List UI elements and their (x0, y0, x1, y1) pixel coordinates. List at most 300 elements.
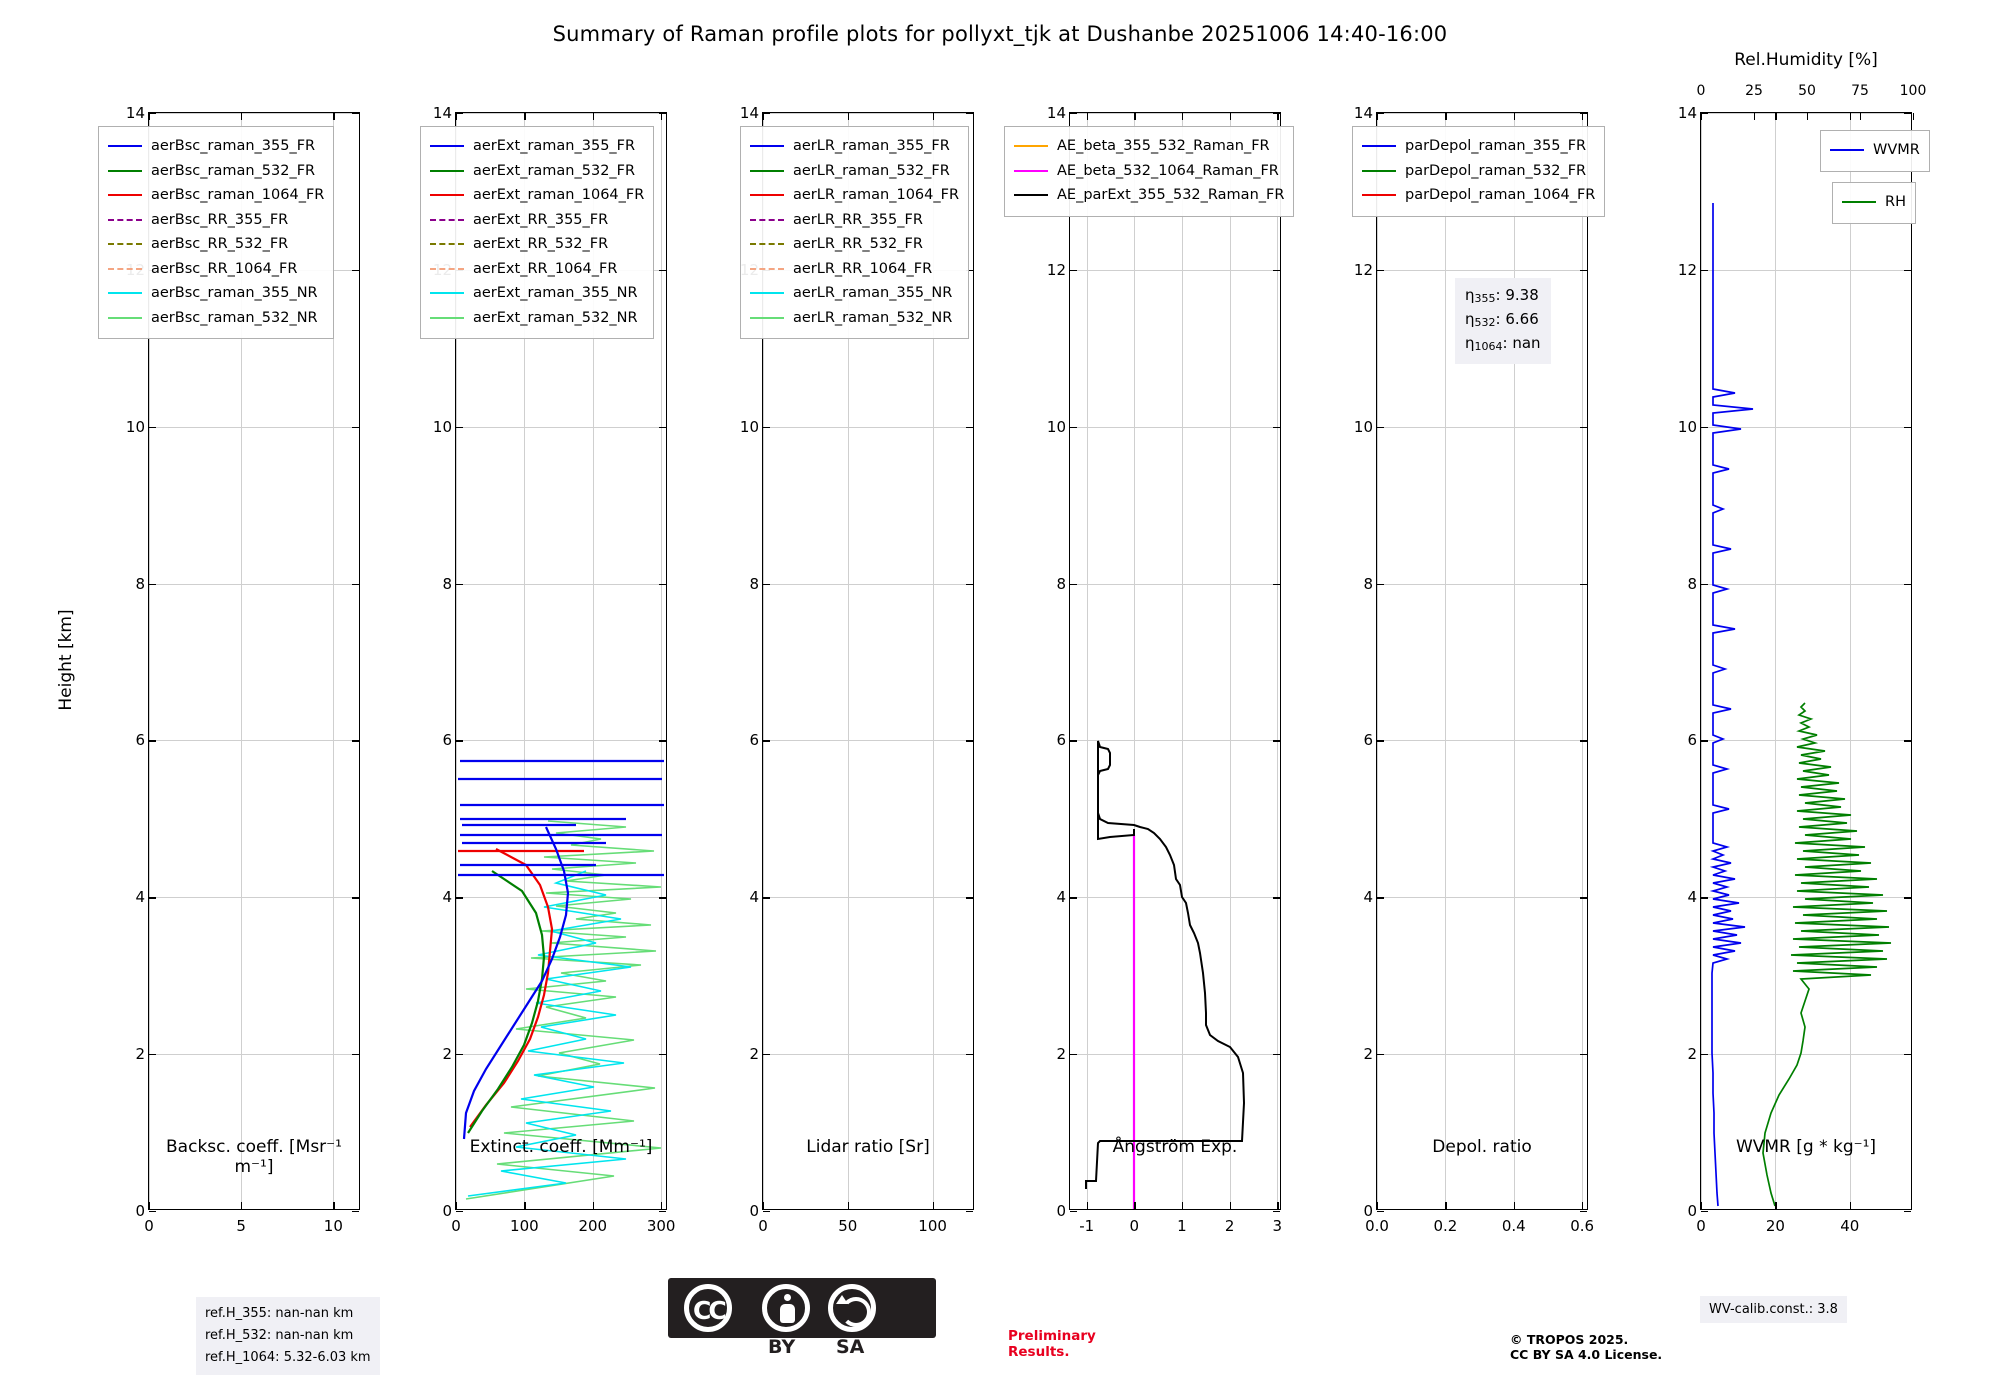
y-tick-mark (659, 1211, 666, 1212)
y-tick-mark (1701, 584, 1708, 585)
cc-icon: CC (684, 1284, 732, 1332)
legend-angstrom[interactable] (1004, 126, 1294, 217)
x-tick-mark (593, 113, 594, 120)
y-tick-label: 10 (432, 417, 452, 436)
legend-label: aerBsc_RR_355_FR (151, 211, 289, 228)
x-axis-label-extinction: Extinct. coeff. [Mm⁻¹] (469, 1137, 653, 1157)
x-tick-mark (456, 1202, 457, 1209)
y-tick-mark (149, 427, 156, 428)
legend-wvmr-item[interactable] (1830, 138, 1920, 163)
legend-line-swatch (430, 243, 464, 245)
cc-by-label: BY (768, 1336, 796, 1358)
x-tick-mark (1582, 1202, 1583, 1209)
legend-label: aerExt_RR_1064_FR (473, 260, 618, 277)
y-tick-mark (1070, 897, 1077, 898)
y-tick-mark (1580, 270, 1587, 271)
x-tick-mark (1850, 1202, 1851, 1209)
y-tick-mark (1904, 270, 1911, 271)
legend-extinction[interactable] (420, 126, 654, 339)
legend-label: aerLR_raman_1064_FR (793, 187, 960, 203)
legend-line-swatch (1842, 201, 1876, 203)
legend-lidar-ratio-item[interactable] (750, 134, 959, 159)
y-tick-mark (1701, 740, 1708, 741)
cc-sa-label: SA (836, 1336, 865, 1358)
legend-label: aerBsc_RR_532_FR (151, 236, 289, 252)
legend-lidar-ratio[interactable] (740, 126, 969, 339)
x-tick-mark (1087, 1202, 1088, 1209)
x-tick-mark (1582, 113, 1583, 120)
legend-line-swatch (108, 170, 142, 172)
legend-label: AE_parExt_355_532_Raman_FR (1057, 187, 1285, 203)
y-tick-mark (966, 427, 973, 428)
y-tick-mark (352, 584, 359, 585)
x-tick-label: 20 (1765, 1217, 1785, 1235)
x-tick-mark (1134, 1202, 1135, 1209)
x-tick-label: 0.4 (1501, 1217, 1526, 1235)
legend-label: aerExt_raman_1064_FR (473, 187, 645, 203)
x-tick-label: 100 (510, 1217, 539, 1235)
legend-backscatter-item[interactable] (108, 208, 324, 233)
y-tick-mark (1904, 740, 1911, 741)
y-tick-mark (1701, 427, 1708, 428)
legend-lidar-ratio-item[interactable] (750, 281, 959, 306)
legend-line-swatch (1362, 194, 1396, 196)
x-tick-mark (1182, 1202, 1183, 1209)
y-tick-label: 0 (1363, 1202, 1373, 1220)
y-tick-mark (1377, 897, 1384, 898)
x-tick-label: 300 (646, 1217, 676, 1235)
legend-lidar-ratio-item[interactable] (750, 208, 959, 233)
y-tick-mark (659, 1054, 666, 1055)
top-x-tick-mark (1807, 113, 1808, 120)
legend-line-swatch (108, 145, 142, 147)
legend-label: aerBsc_raman_532_FR (151, 162, 316, 179)
y-tick-mark (763, 897, 770, 898)
copyright-note (1510, 1332, 1662, 1362)
y-tick-label: 10 (1677, 417, 1697, 436)
y-tick-mark (149, 584, 156, 585)
legend-line-swatch (750, 317, 784, 319)
y-tick-mark (659, 740, 666, 741)
x-tick-mark (1377, 1202, 1378, 1209)
legend-line-swatch (430, 268, 464, 270)
y-tick-label: 12 (1677, 260, 1697, 279)
y-tick-mark (1070, 427, 1077, 428)
y-tick-mark (1273, 897, 1280, 898)
legend-backscatter-item[interactable] (108, 257, 324, 282)
legend-line-swatch (430, 219, 464, 221)
wv-calib-note: WV-calib.const.: 3.8 (1700, 1296, 1847, 1323)
x-tick-mark (524, 1202, 525, 1209)
y-tick-mark (1273, 1211, 1280, 1212)
y-tick-mark (1580, 113, 1587, 114)
x-tick-label: -1 (1079, 1217, 1095, 1235)
y-tick-mark (1377, 270, 1384, 271)
y-tick-mark (149, 897, 156, 898)
x-tick-mark (333, 1202, 334, 1209)
legend-depolarization[interactable] (1352, 126, 1605, 217)
y-tick-mark (966, 113, 973, 114)
y-tick-mark (1701, 270, 1708, 271)
x-tick-label: 0 (758, 1217, 768, 1235)
y-tick-label: 2 (1056, 1045, 1066, 1064)
x-tick-mark (1087, 113, 1088, 120)
legend-label: aerExt_raman_355_FR (473, 138, 636, 154)
by-person-icon (762, 1284, 810, 1332)
panel-depolarization (1353, 104, 1595, 1235)
y-tick-mark (1273, 740, 1280, 741)
x-tick-label: 40 (1840, 1217, 1860, 1235)
legend-rh[interactable] (1832, 182, 1916, 224)
x-tick-label: 2 (1224, 1217, 1235, 1235)
legend-label: aerExt_raman_532_NR (473, 309, 638, 326)
x-tick-mark (1775, 113, 1776, 120)
y-tick-mark (352, 1211, 359, 1212)
x-tick-label: 0 (1696, 1217, 1706, 1235)
y-tick-mark (1904, 113, 1911, 114)
y-tick-label: 4 (442, 888, 452, 907)
legend-line-swatch (1362, 170, 1396, 172)
legend-extinction-item[interactable] (430, 257, 644, 282)
y-tick-mark (352, 427, 359, 428)
top-x-tick-label: 25 (1745, 83, 1763, 99)
legend-angstrom-item[interactable] (1014, 183, 1284, 208)
y-tick-label: 10 (739, 417, 759, 436)
legend-label: aerLR_raman_532_FR (793, 162, 950, 179)
x-tick-label: 1 (1177, 1217, 1187, 1235)
x-tick-label: 0 (451, 1217, 461, 1235)
legend-angstrom-item[interactable] (1014, 159, 1284, 184)
y-tick-mark (659, 427, 666, 428)
y-tick-mark (966, 1054, 973, 1055)
y-tick-mark (1070, 584, 1077, 585)
reference-height-line: ref.H_355: nan-nan km (205, 1306, 354, 1321)
legend-label: AE_beta_355_532_Raman_FR (1057, 138, 1270, 154)
legend-lidar-ratio-item[interactable] (750, 183, 959, 208)
y-tick-mark (456, 427, 463, 428)
legend-label: aerLR_RR_1064_FR (793, 260, 933, 277)
y-tick-label: 10 (1046, 417, 1066, 436)
y-tick-mark (149, 1211, 156, 1212)
x-tick-mark (1134, 113, 1135, 120)
y-tick-mark (456, 584, 463, 585)
y-tick-mark (1273, 1054, 1280, 1055)
depol-eta-annotation (1455, 278, 1551, 364)
top-x-tick-mark (1860, 113, 1861, 120)
y-tick-mark (1701, 1211, 1708, 1212)
x-axis-label-backscatter: Backsc. coeff. [Msr⁻¹ m⁻¹] (166, 1137, 342, 1177)
legend-line-swatch (108, 317, 142, 319)
legend-extinction-item[interactable] (430, 306, 644, 331)
legend-line-swatch (750, 243, 784, 245)
y-tick-mark (763, 1054, 770, 1055)
y-tick-mark (352, 113, 359, 114)
legend-label: RH (1885, 194, 1906, 210)
legend-line-swatch (108, 268, 142, 270)
x-tick-mark (933, 1202, 934, 1209)
copyright-line1: © TROPOS 2025. (1510, 1332, 1629, 1347)
y-tick-label: 0 (442, 1202, 452, 1220)
panel-wvmr-rh (1677, 83, 1927, 1235)
x-tick-label: 10 (323, 1217, 343, 1235)
x-tick-mark (1445, 113, 1446, 120)
y-tick-mark (966, 897, 973, 898)
x-tick-mark (149, 1202, 150, 1209)
top-x-tick-mark (1913, 113, 1914, 120)
legend-rh-item[interactable] (1842, 190, 1906, 215)
x-tick-label: 0 (144, 1217, 154, 1235)
legend-line-swatch (108, 194, 142, 196)
y-tick-mark (1580, 897, 1587, 898)
x-axis-label-wvmr: WVMR [g * kg⁻¹] (1735, 1137, 1877, 1157)
y-tick-mark (1701, 897, 1708, 898)
legend-label: parDepol_raman_532_FR (1405, 162, 1587, 179)
legend-lidar-ratio-item[interactable] (750, 232, 959, 257)
y-tick-mark (456, 1211, 463, 1212)
y-tick-mark (352, 1054, 359, 1055)
legend-extinction-item[interactable] (430, 134, 644, 159)
y-tick-mark (966, 740, 973, 741)
plot-area-wvmr-rh (1701, 113, 1911, 1209)
x-tick-mark (1277, 1202, 1278, 1209)
top-x-tick-mark (1754, 113, 1755, 120)
legend-backscatter-item[interactable] (108, 159, 324, 184)
top-axis-label-rh: Rel.Humidity [%] (1734, 50, 1878, 70)
legend-lidar-ratio-item[interactable] (750, 159, 959, 184)
cc-license-badge (668, 1278, 936, 1360)
y-tick-mark (1701, 1054, 1708, 1055)
x-tick-label: 0.2 (1433, 1217, 1458, 1235)
y-tick-label: 14 (432, 104, 452, 122)
y-tick-label: 4 (1056, 888, 1066, 907)
legend-line-swatch (750, 292, 784, 294)
preliminary-line2: Results. (1008, 1344, 1070, 1360)
y-tick-label: 0 (135, 1202, 145, 1220)
y-tick-label: 8 (1056, 574, 1066, 593)
sa-share-alike-icon (828, 1284, 876, 1332)
x-tick-mark (1230, 1202, 1231, 1209)
y-tick-label: 4 (1363, 888, 1373, 907)
legend-label: aerLR_raman_355_NR (793, 285, 953, 301)
depol-eta-line: η1064: nan (1465, 334, 1541, 353)
legend-backscatter-item[interactable] (108, 306, 324, 331)
y-tick-label: 0 (749, 1202, 759, 1220)
y-tick-label: 8 (135, 574, 145, 593)
top-x-tick-mark (1701, 113, 1702, 120)
y-tick-label: 6 (135, 731, 145, 750)
legend-backscatter-item[interactable] (108, 183, 324, 208)
series-wvmr-rh (1701, 113, 1911, 1209)
legend-line-swatch (430, 145, 464, 147)
page-title: Summary of Raman profile plots for pollyxt_tjk at Dushanbe 20251006 14:40-16:00 (552, 22, 1448, 46)
y-tick-label: 12 (1046, 260, 1066, 279)
y-tick-mark (1273, 427, 1280, 428)
y-tick-mark (1070, 1211, 1077, 1212)
preliminary-line1: Preliminary (1008, 1328, 1096, 1344)
y-tick-mark (966, 584, 973, 585)
x-tick-mark (661, 1202, 662, 1209)
legend-wvmr[interactable] (1820, 130, 1930, 172)
legend-line-swatch (1830, 149, 1864, 151)
legend-label: aerBsc_raman_355_FR (151, 138, 316, 154)
x-tick-mark (763, 113, 764, 120)
legend-extinction-item[interactable] (430, 281, 644, 306)
x-tick-mark (1230, 113, 1231, 120)
y-tick-mark (1580, 1211, 1587, 1212)
y-tick-mark (659, 270, 666, 271)
x-tick-mark (661, 113, 662, 120)
y-tick-mark (1377, 1211, 1384, 1212)
y-tick-mark (1580, 427, 1587, 428)
legend-extinction-item[interactable] (430, 159, 644, 184)
legend-backscatter-item[interactable] (108, 134, 324, 159)
y-tick-mark (1904, 427, 1911, 428)
y-tick-mark (352, 270, 359, 271)
x-tick-mark (1514, 1202, 1515, 1209)
y-tick-mark (1070, 270, 1077, 271)
legend-label: aerBsc_raman_355_NR (151, 285, 318, 301)
legend-line-swatch (108, 243, 142, 245)
x-tick-mark (241, 113, 242, 120)
y-tick-label: 4 (1687, 888, 1697, 907)
legend-depolarization-item[interactable] (1362, 134, 1595, 159)
legend-line-swatch (750, 170, 784, 172)
top-x-tick-label: 50 (1798, 83, 1816, 99)
depol-eta-line: η355: 9.38 (1465, 286, 1539, 305)
legend-label: parDepol_raman_355_FR (1405, 138, 1587, 154)
x-tick-mark (241, 1202, 242, 1209)
y-tick-mark (659, 897, 666, 898)
y-tick-label: 8 (442, 574, 452, 593)
legend-line-swatch (430, 317, 464, 319)
x-axis-label-lidar-ratio: Lidar ratio [Sr] (806, 1137, 930, 1157)
legend-line-swatch (750, 145, 784, 147)
legend-extinction-item[interactable] (430, 232, 644, 257)
legend-line-swatch (1014, 145, 1048, 147)
x-tick-mark (456, 113, 457, 120)
legend-lidar-ratio-item[interactable] (750, 257, 959, 282)
x-tick-label: 0 (1129, 1217, 1140, 1235)
y-tick-mark (763, 1211, 770, 1212)
x-tick-mark (763, 1202, 764, 1209)
x-tick-mark (848, 113, 849, 120)
top-x-tick-label: 0 (1696, 83, 1706, 99)
legend-line-swatch (1014, 194, 1048, 196)
y-tick-label: 0 (1056, 1202, 1066, 1220)
y-tick-mark (1904, 1211, 1911, 1212)
legend-label: aerExt_RR_532_FR (473, 236, 609, 252)
y-tick-label: 8 (749, 574, 759, 593)
legend-backscatter[interactable] (98, 126, 334, 339)
y-tick-label: 8 (1687, 574, 1697, 593)
depol-eta-line: η532: 6.66 (1465, 310, 1539, 329)
y-tick-label: 14 (1046, 104, 1066, 122)
y-tick-label: 2 (135, 1045, 145, 1064)
reference-height-line: ref.H_532: nan-nan km (205, 1328, 354, 1343)
legend-label: aerLR_RR_355_FR (793, 211, 923, 228)
y-tick-label: 2 (749, 1045, 759, 1064)
y-tick-mark (1377, 584, 1384, 585)
y-tick-label: 10 (125, 417, 145, 436)
legend-line-swatch (1014, 170, 1048, 172)
legend-label: aerExt_RR_355_FR (473, 211, 609, 228)
y-tick-label: 10 (1353, 417, 1373, 436)
legend-label: aerLR_raman_355_FR (793, 138, 950, 154)
y-tick-label: 6 (1687, 731, 1697, 750)
x-tick-label: 100 (918, 1217, 947, 1235)
legend-line-swatch (750, 194, 784, 196)
y-tick-label: 4 (749, 888, 759, 907)
y-tick-mark (456, 740, 463, 741)
y-tick-label: 6 (749, 731, 759, 750)
legend-backscatter-item[interactable] (108, 232, 324, 257)
legend-line-swatch (430, 194, 464, 196)
y-tick-mark (456, 897, 463, 898)
legend-backscatter-item[interactable] (108, 281, 324, 306)
reference-heights-note (196, 1297, 380, 1375)
legend-line-swatch (430, 292, 464, 294)
y-tick-mark (1377, 1054, 1384, 1055)
x-tick-label: 5 (236, 1217, 246, 1235)
y-tick-mark (1070, 1054, 1077, 1055)
y-tick-mark (1580, 584, 1587, 585)
legend-line-swatch (108, 219, 142, 221)
legend-line-swatch (750, 219, 784, 221)
y-tick-mark (1070, 740, 1077, 741)
preliminary-results-note (1008, 1328, 1096, 1360)
y-tick-mark (1273, 584, 1280, 585)
x-axis-label-angstrom: Ångström Exp. (1112, 1137, 1238, 1157)
x-tick-label: 3 (1272, 1217, 1283, 1235)
y-tick-mark (659, 584, 666, 585)
y-tick-mark (763, 740, 770, 741)
legend-depolarization-item[interactable] (1362, 159, 1595, 184)
legend-label: aerExt_raman_532_FR (473, 162, 636, 179)
y-tick-mark (149, 740, 156, 741)
legend-label: aerLR_raman_532_NR (793, 309, 953, 326)
legend-extinction-item[interactable] (430, 208, 644, 233)
y-tick-mark (763, 584, 770, 585)
legend-extinction-item[interactable] (430, 183, 644, 208)
y-tick-mark (1070, 113, 1077, 114)
legend-label: aerExt_raman_355_NR (473, 285, 638, 301)
y-tick-label: 2 (1687, 1045, 1697, 1064)
legend-lidar-ratio-item[interactable] (750, 306, 959, 331)
y-tick-label: 4 (135, 888, 145, 907)
legend-label: aerBsc_RR_1064_FR (151, 260, 298, 277)
legend-line-swatch (108, 292, 142, 294)
legend-depolarization-item[interactable] (1362, 183, 1595, 208)
y-tick-mark (352, 897, 359, 898)
plot-area-angstrom (1070, 113, 1280, 1209)
reference-height-line: ref.H_1064: 5.32-6.03 km (205, 1350, 371, 1365)
legend-line-swatch (430, 170, 464, 172)
legend-label: aerLR_RR_532_FR (793, 236, 923, 252)
legend-angstrom-item[interactable] (1014, 134, 1284, 159)
top-x-tick-label: 100 (1899, 83, 1927, 99)
y-tick-mark (1580, 740, 1587, 741)
y-tick-mark (1377, 427, 1384, 428)
top-x-tick-label: 75 (1851, 83, 1869, 99)
y-tick-mark (1904, 1054, 1911, 1055)
y-tick-mark (1580, 1054, 1587, 1055)
y-tick-mark (1904, 584, 1911, 585)
y-tick-label: 14 (1353, 104, 1373, 122)
y-tick-label: 0 (1687, 1202, 1697, 1220)
y-tick-label: 2 (442, 1045, 452, 1064)
legend-label: aerBsc_raman_532_NR (151, 309, 318, 326)
y-tick-label: 6 (442, 731, 452, 750)
